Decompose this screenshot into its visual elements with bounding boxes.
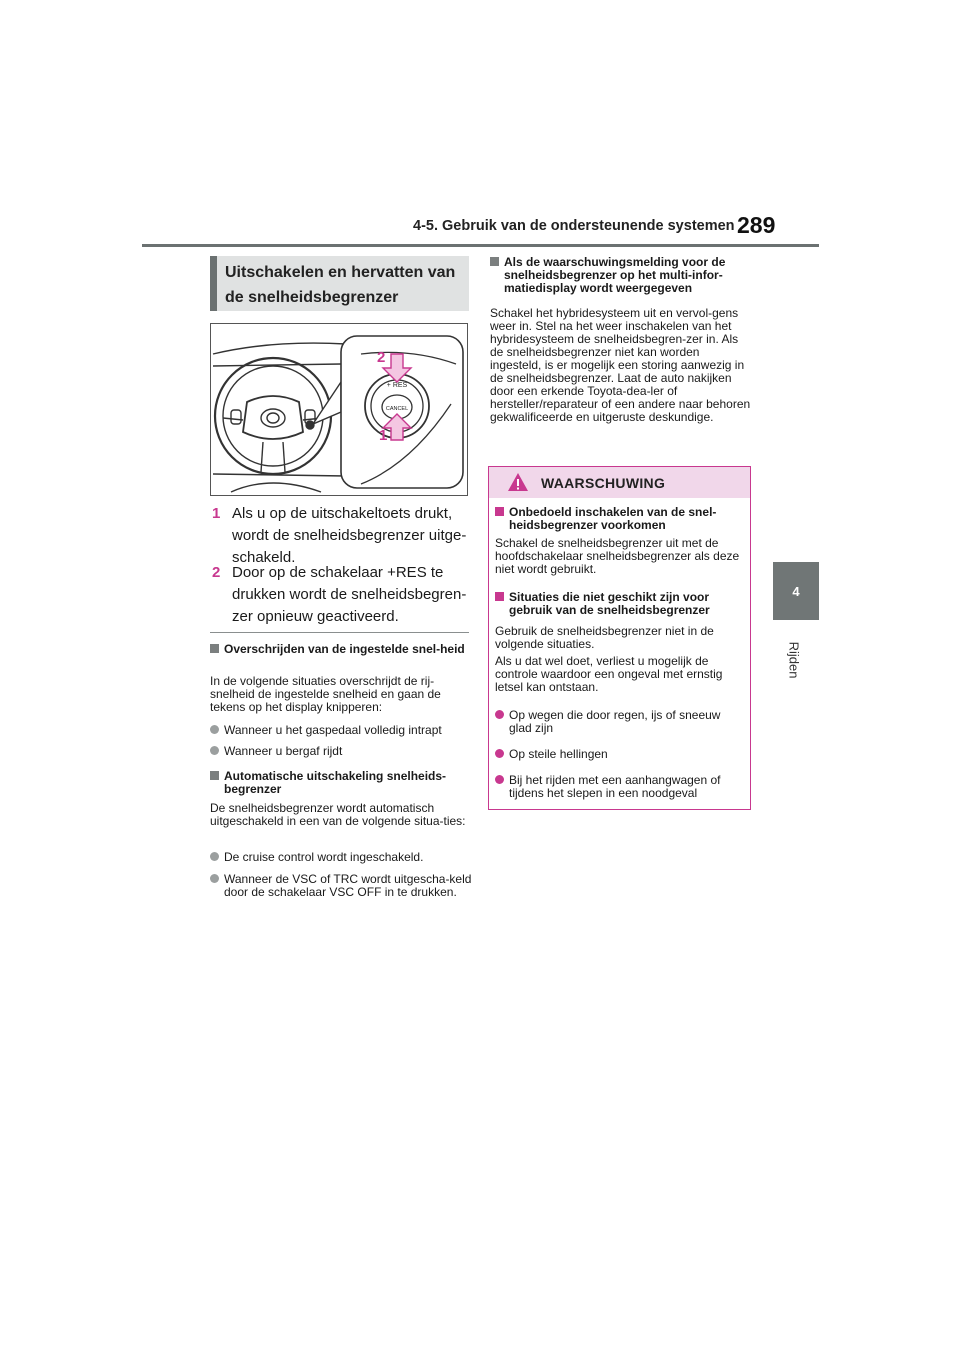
chapter-label <box>781 630 807 690</box>
section-title-line2: de snelheidsbegrenzer <box>225 289 399 306</box>
warning-item1-heading: Onbedoeld inschakelen van de snel-heidsbegrenzer voorkomen <box>495 506 745 532</box>
steering-wheel-illustration <box>210 323 468 496</box>
list-item: Wanneer de VSC of TRC wordt uitgescha-keld door de schakelaar VSC OFF in te drukken. <box>210 873 472 899</box>
warning-item2-body-line2: Als u dat wel doet, verliest u mogelijk de controle waardoor een ongeval met ernstig letsel kan ontstaan. <box>495 654 723 694</box>
step-1-number: 1 <box>212 505 221 522</box>
warning-item2-body-line1: Gebruik de snelheidsbegrenzer niet in de volgende situaties. <box>495 624 714 651</box>
section-title-line1: Uitschakelen en hervatten van <box>225 264 456 281</box>
note-body-automatisch: De snelheidsbegrenzer wordt automatisch uitgeschakeld in een van de volgende situa-ties: <box>210 801 466 828</box>
circle-bullet-icon <box>210 725 219 734</box>
step-2-number: 2 <box>212 564 221 581</box>
circle-bullet-icon <box>210 852 219 861</box>
note-body-overschrijden: In de volgende situaties overschrijdt de rij-snelheid de ingestelde snelheid en gaan de tekens op het display knipperen: <box>210 674 441 714</box>
chapter-tab: 4 <box>773 562 819 620</box>
step-1-text: Als u op de uitschakeltoets drukt, wordt de snelheidsbegrenzer uitge-schakeld. <box>232 505 467 566</box>
note-heading-waarschuwingsmelding: Als de waarschuwingsmelding voor de snelheidsbegrenzer op het multi-infor-matiedisplay wordt weergegeven <box>490 256 752 295</box>
res-label: + RES <box>386 382 408 389</box>
square-bullet-icon <box>210 771 219 780</box>
list-item: Wanneer u het gaspedaal volledig intrapt <box>210 724 472 737</box>
list-item: Bij het rijden met een aanhangwagen of tijdens het slepen in een noodgeval <box>495 774 745 800</box>
warning-item2-heading: Situaties die niet geschikt zijn voor gebruik van de snelheidsbegrenzer <box>495 591 745 617</box>
square-bullet-icon <box>495 592 504 601</box>
circle-bullet-icon <box>210 746 219 755</box>
circle-bullet-icon <box>495 775 504 784</box>
list-item: Op steile hellingen <box>495 748 745 761</box>
list-item: Wanneer u bergaf rijdt <box>210 745 472 758</box>
steering-wheel-drawing <box>211 324 467 495</box>
warning-title: WAARSCHUWING <box>541 475 666 491</box>
note-body-waarschuwingsmelding: Schakel het hybridesysteem uit en vervol-gens weer in. Stel na het weer inschakelen van het hybridesysteem de snelheidsbegren-zer in. Als de snelheidsbegrenzer niet kan worden ingesteld, is er mogelijk een storing aanwezig in de snelheidsbegrenzer. Laat de auto nakijken door een erkende Toyota-dea-ler of hersteller/reparateur of een andere naar behoren gekwalificeerde en uitgeruste deskundige. <box>490 306 751 424</box>
header-rule <box>142 244 819 247</box>
page-number: 289 <box>737 212 776 238</box>
step-1 <box>212 503 470 569</box>
circle-bullet-icon <box>495 710 504 719</box>
list-item: De cruise control wordt ingeschakeld. <box>210 851 472 864</box>
note-heading-automatisch: Automatische uitschakeling snelheids-begrenzer <box>210 770 472 796</box>
list-item: Op wegen die door regen, ijs of sneeuw glad zijn <box>495 709 745 735</box>
cancel-label: CANCEL <box>385 406 409 412</box>
callout-1: 1 <box>379 427 388 444</box>
circle-bullet-icon <box>495 749 504 758</box>
square-bullet-icon <box>495 507 504 516</box>
note-heading-overschrijden: Overschrijden van de ingestelde snel-heid <box>210 643 472 656</box>
section-divider <box>210 632 469 633</box>
running-header: 4-5. Gebruik van de ondersteunende systemen <box>413 218 735 234</box>
warning-triangle-icon <box>507 472 529 492</box>
square-bullet-icon <box>210 644 219 653</box>
square-bullet-icon <box>490 257 499 266</box>
section-header <box>210 256 469 311</box>
callout-2: 2 <box>377 349 386 366</box>
circle-bullet-icon <box>210 874 219 883</box>
warning-item1-body: Schakel de snelheidsbegrenzer uit met de hoofdschakelaar snelheidsbegrenzer als deze niet wordt gebruikt. <box>495 536 740 576</box>
step-2 <box>212 562 470 628</box>
step-2-text: Door op de schakelaar +RES te drukken wordt de snelheidsbegren-zer opnieuw geactiveerd. <box>232 564 467 625</box>
chapter-label-text: Rijden <box>786 641 802 679</box>
